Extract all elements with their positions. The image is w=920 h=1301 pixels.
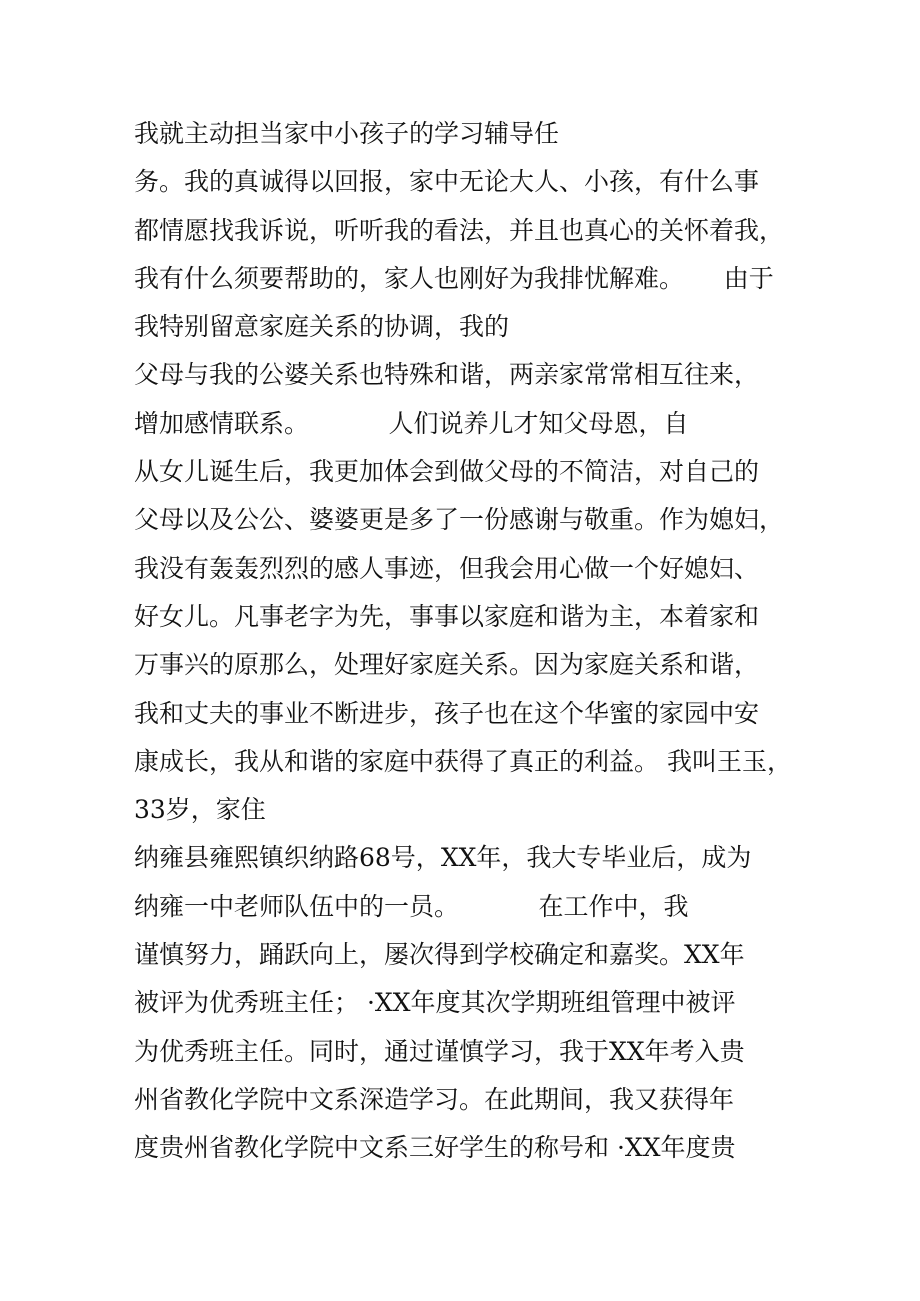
text-line: 万事兴的原那么，处理好家庭关系。因为家庭关系和谐， [134,650,760,680]
text-line: 度贵州省教化学院中文系三好学生的称号和 ·XX年度贵 [134,1133,736,1163]
text-line: 33岁，家住 [134,795,266,825]
text-line: 父母与我的公婆关系也特殊和谐，两亲家常常相互往来， [134,360,760,390]
text-line: 我就主动担当家中小孩子的学习辅导任 [134,119,560,148]
text-line: 好女儿。凡事老字为先，事事以家庭和谐为主，本着家和 [134,601,760,631]
text-line: 从女儿诞生后，我更加体会到做父母的不简洁，对自己的 [134,457,760,487]
text-line: 康成长，我从和谐的家庭中获得了真正的利益。 我叫王玉， [134,746,792,776]
text-line: 我没有轰轰烈烈的感人事迹，但我会用心做一个好媳妇、 [134,553,760,583]
text-line: 被评为优秀班主任； ·XX年度其次学期班组管理中被评 [134,988,736,1018]
text-line: 纳雍县雍熙镇织纳路68号，XX年，我大专毕业后，成为 [134,843,752,873]
text-line: 务。我的真诚得以回报，家中无论大人、小孩，有什么事 [134,167,760,197]
text-line: 纳雍一中老师队伍中的一员。 在工作中，我 [134,891,689,921]
body-text [134,110,814,1173]
text-line: 州省教化学院中文系深造学习。在此期间，我又获得年 [134,1084,735,1114]
text-line: 增加感情联系。 人们说养儿才知父母恩，自 [134,408,689,438]
text-line: 都情愿找我诉说，听听我的看法，并且也真心的关怀着我， [134,215,785,245]
text-line: 为优秀班主任。同时，通过谨慎学习，我于XX年考入贵 [134,1036,745,1066]
text-line: 我有什么须要帮助的，家人也刚好为我排忧解难。 由于 [134,263,774,293]
text-line: 父母以及公公、婆婆更是多了一份感谢与敬重。作为媳妇， [134,505,785,535]
text-line: 谨慎努力，踊跃向上，屡次得到学校确定和嘉奖。XX年 [134,940,745,970]
text-line: 我特别留意家庭关系的协调，我的 [134,312,510,342]
text-line: 我和丈夫的事业不断进步，孩子也在这个华蜜的家园中安 [134,698,760,728]
